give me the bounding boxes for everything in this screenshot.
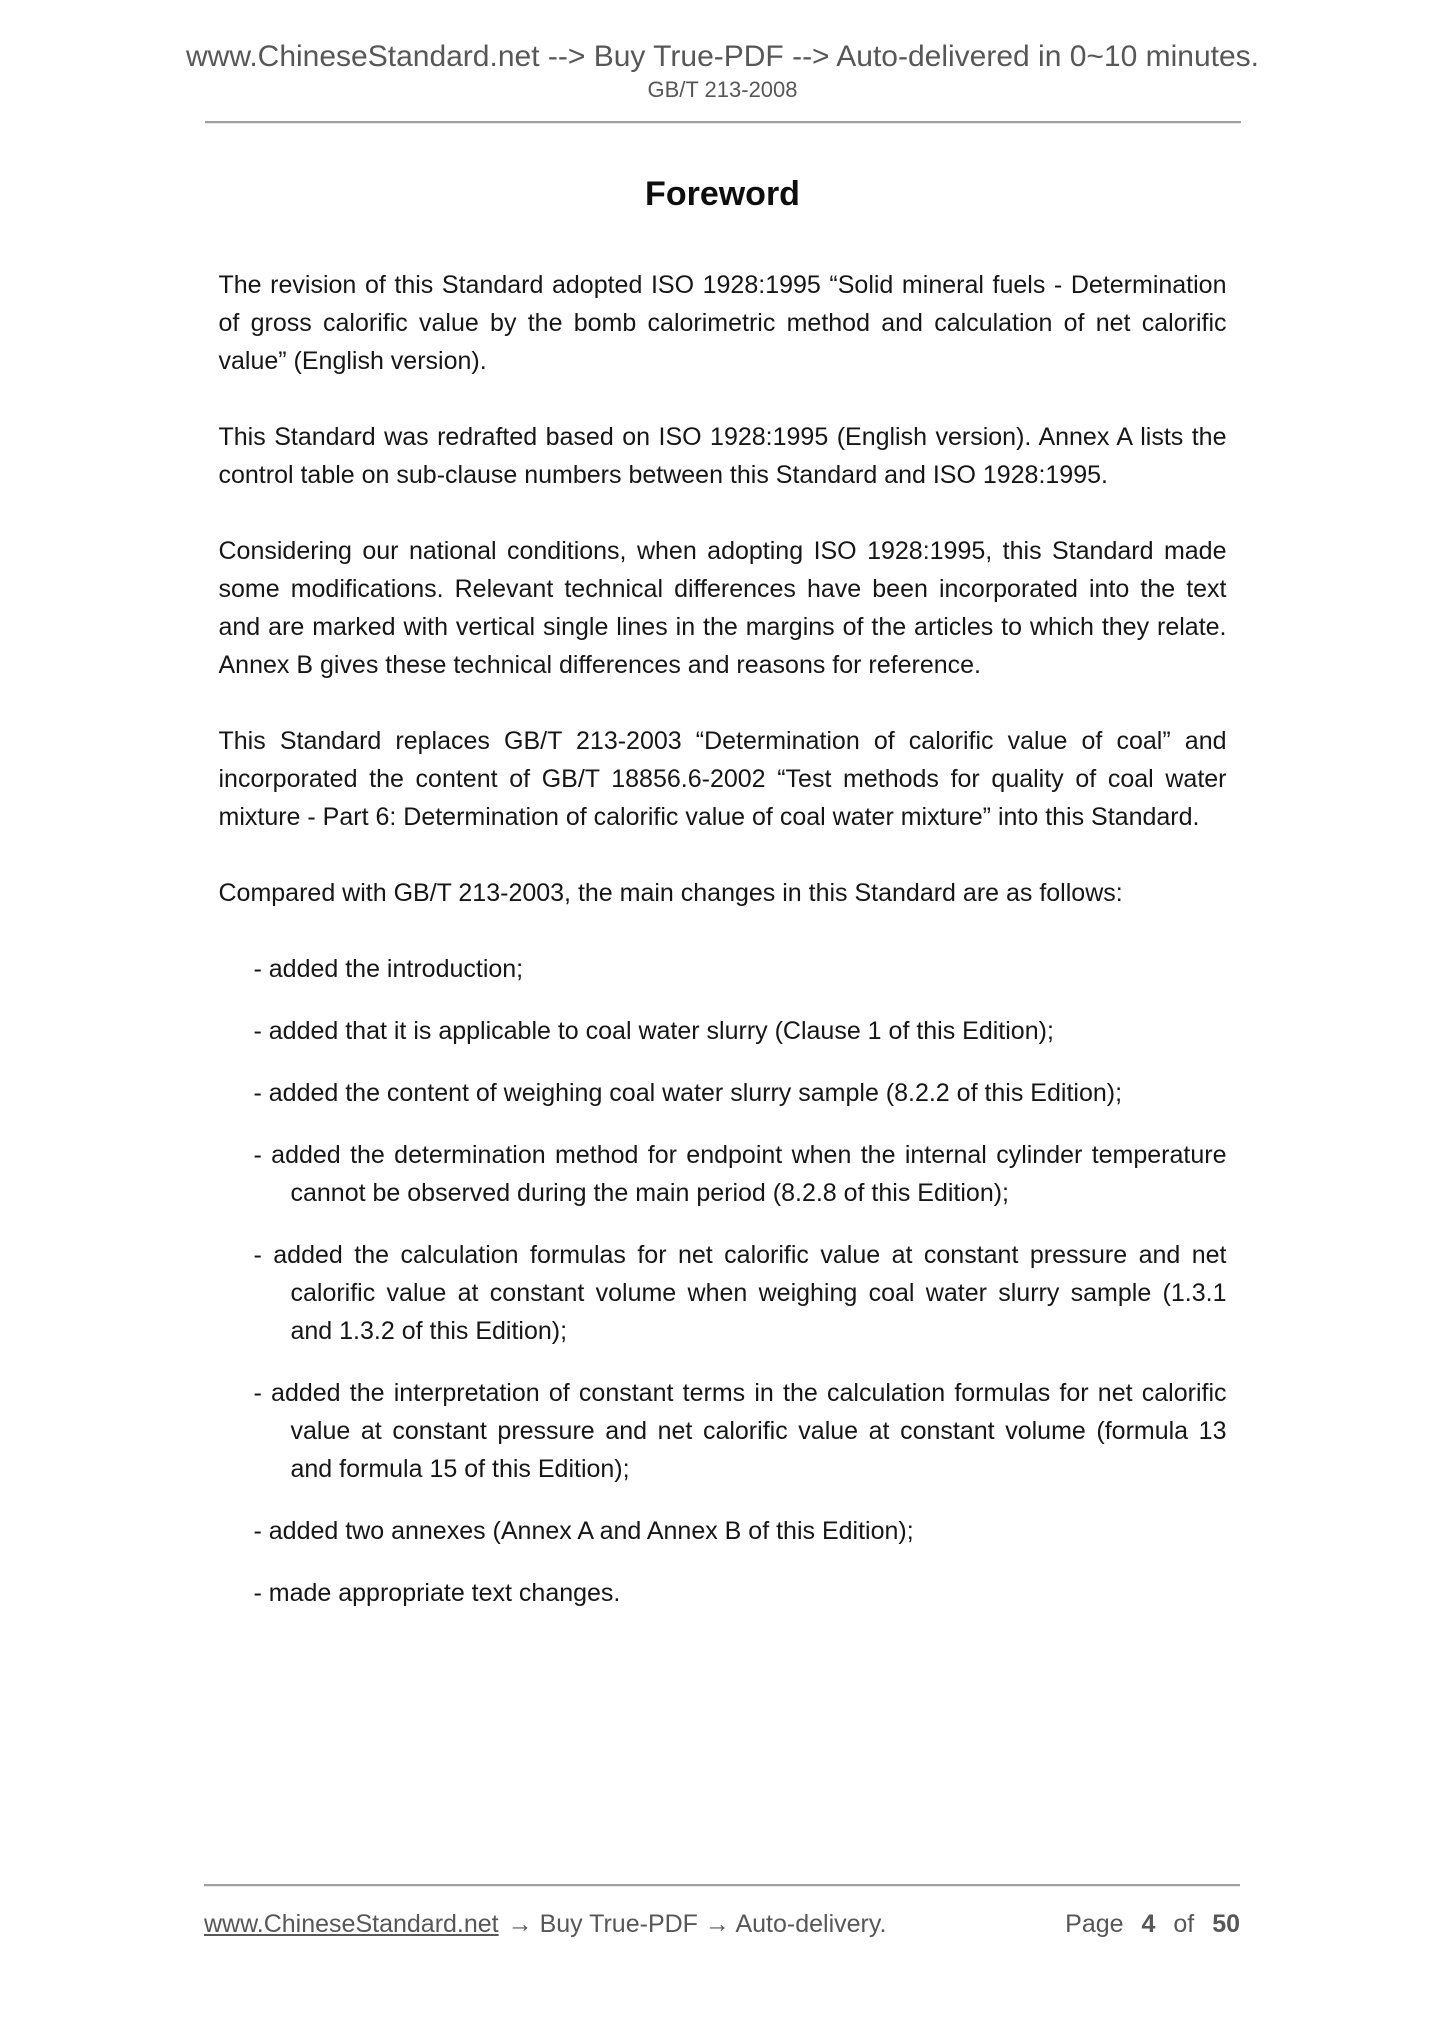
change-list-item: - added the determination method for endpoint when the internal cylinder temperature cannot be observed during the main period (8.2.8 of this Edition); [253,1141,1227,1207]
header-divider [205,121,1241,124]
foreword-content [219,266,1227,1612]
page-indicator [1065,1909,1240,1939]
page-header [0,0,1445,124]
change-list-item: - added that it is applicable to coal water slurry (Clause 1 of this Edition); [253,1017,1054,1045]
page-label: Page [1065,1910,1124,1938]
footer-site-link[interactable]: www.ChineseStandard.net [204,1910,499,1938]
header-marketing-line: www.ChineseStandard.net --> Buy True-PDF --> Auto-delivered in 0~10 minutes. [185,40,1260,73]
changes-list [219,950,1227,1612]
of-label: of [1173,1910,1195,1938]
page-title: Foreword [645,175,800,213]
footer-delivery-line [204,1909,886,1939]
change-list-item: - added the calculation formulas for net calorific value at constant pressure and net calorific value at constant volume when weighing coal water slurry sample (1.3.1 and 1.3.2 of this Edition); [253,1241,1227,1345]
foreword-paragraph: Considering our national conditions, when adopting ISO 1928:1995, this Standard made some modifications. Relevant technical differences have been incorporated into the text and are marked with vertical single lines in the margins of the articles to which they relate. Annex B gives these technical differences and reasons for reference. [218,537,1227,679]
header-doc-code: GB/T 213-2008 [647,77,798,102]
foreword-paragraph: This Standard replaces GB/T 213-2003 “Determination of calorific value of coal” and incorporated the content of GB/T 18856.6-2002 “Test methods for quality of coal water mixture - Part 6: Determination of calorific value of coal water mixture” into this Standard. [218,727,1227,831]
change-list-item: - added the content of weighing coal water slurry sample (8.2.2 of this Edition); [253,1079,1123,1107]
page-number-total: 50 [1212,1910,1240,1938]
change-list-item: - added the introduction; [253,955,524,983]
change-list-item: - added the interpretation of constant terms in the calculation formulas for net calorific value at constant pressure and net calorific value at constant volume (formula 13 and formula 15 of this Edition); [253,1379,1227,1483]
page-number-current: 4 [1141,1910,1156,1938]
foreword-paragraph: The revision of this Standard adopted ISO 1928:1995 “Solid mineral fuels - Determination of gross calorific value by the bomb calorimetric method and calculation of net calorific value” (English version). [218,271,1227,375]
foreword-paragraph: This Standard was redrafted based on ISO 1928:1995 (English version). Annex A lists the control table on sub-clause numbers between this Standard and ISO 1928:1995. [218,423,1227,489]
footer-divider [204,1884,1240,1887]
footer-delivery-text: → Buy True-PDF → Auto-delivery. [507,1910,887,1938]
page-footer [204,1884,1240,1939]
foreword-paragraph: Compared with GB/T 213-2003, the main changes in this Standard are as follows: [218,879,1123,907]
change-list-item: - added two annexes (Annex A and Annex B of this Edition); [253,1517,914,1545]
change-list-item: - made appropriate text changes. [253,1579,621,1607]
